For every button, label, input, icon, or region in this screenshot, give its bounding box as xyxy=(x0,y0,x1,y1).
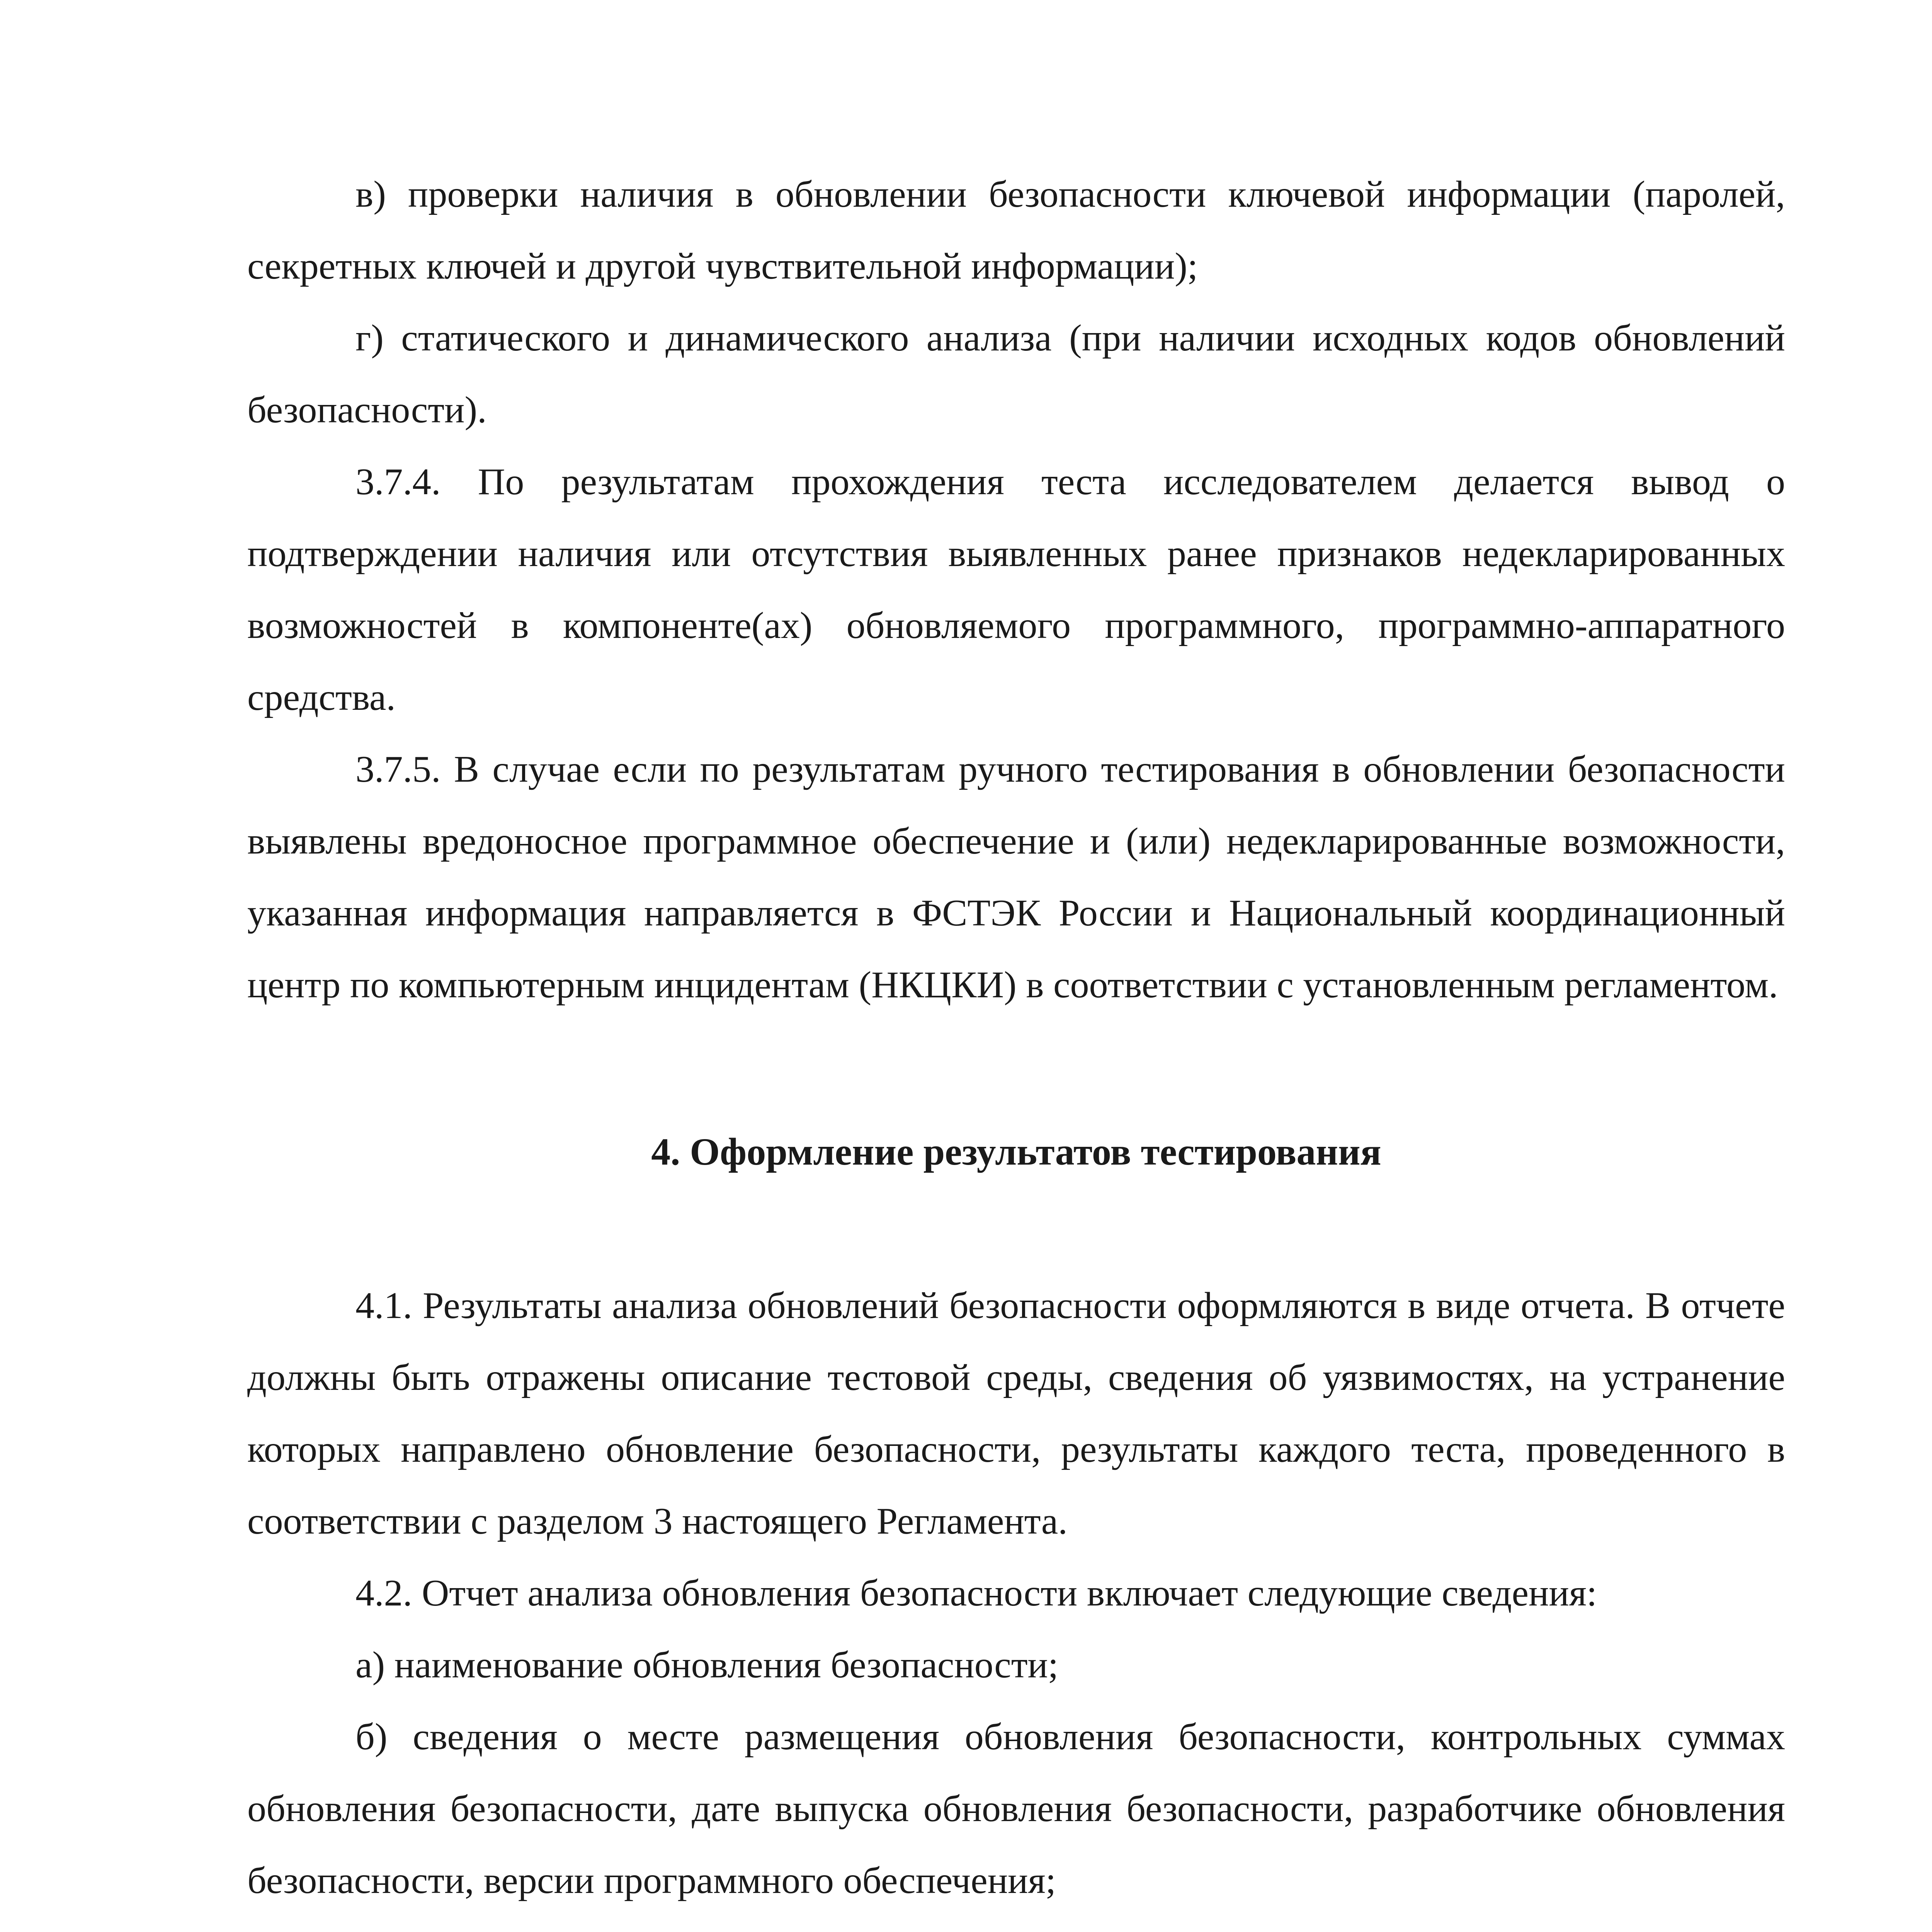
paragraph-4-2: 4.2. Отчет анализа обновления безопасности включает следующие сведения: xyxy=(355,1572,1597,1614)
list-item-v xyxy=(247,1917,1785,1932)
paragraph-g-static-dynamic-analysis: г) статического и динамического анализа (при наличии исходных кодов обновлений безопасности). xyxy=(247,317,1785,431)
paragraph-4-1: 4.1. Результаты анализа обновлений безопасности оформляются в виде отчета. В отчете должны быть отражены описание тестовой среды, сведения об уязвимостях, на устранение которых направлено обновление безопасности, результаты каждого теста, проведенного в соответствии с разделом 3 настоящего Регламента. xyxy=(247,1285,1785,1542)
document-body xyxy=(247,158,1785,1932)
list-item-a: а) наименование обновления безопасности; xyxy=(355,1644,1059,1686)
paragraph-3-7-5: 3.7.5. В случае если по результатам ручного тестирования в обновлении безопасности выявлены вредоносное программное обеспечение и (или) недекларированные возможности, указанная информация направляется в ФСТЭК России и Национальный координационный центр по компьютерным инцидентам (НКЦКИ) в соответствии с установленным регламентом. xyxy=(247,748,1785,1006)
paragraph-v-key-info-check: в) проверки наличия в обновлении безопасности ключевой информации (паролей, секретных ключей и другой чувствительной информации); xyxy=(247,173,1785,287)
section-heading-4: 4. Оформление результатов тестирования xyxy=(651,1130,1381,1173)
list-item-b: б) сведения о месте размещения обновления безопасности, контрольных суммах обновления безопасности, дате выпуска обновления безопасности, разработчике обновления безопасности, версии программного обеспечения; xyxy=(247,1716,1785,1901)
paragraph-3-7-4: 3.7.4. По результатам прохождения теста исследователем делается вывод о подтверждении наличия или отсутствия выявленных ранее признаков недекларированных возможностей в компоненте(ах) обновляемого программного, программно-аппаратного средства. xyxy=(247,461,1785,718)
